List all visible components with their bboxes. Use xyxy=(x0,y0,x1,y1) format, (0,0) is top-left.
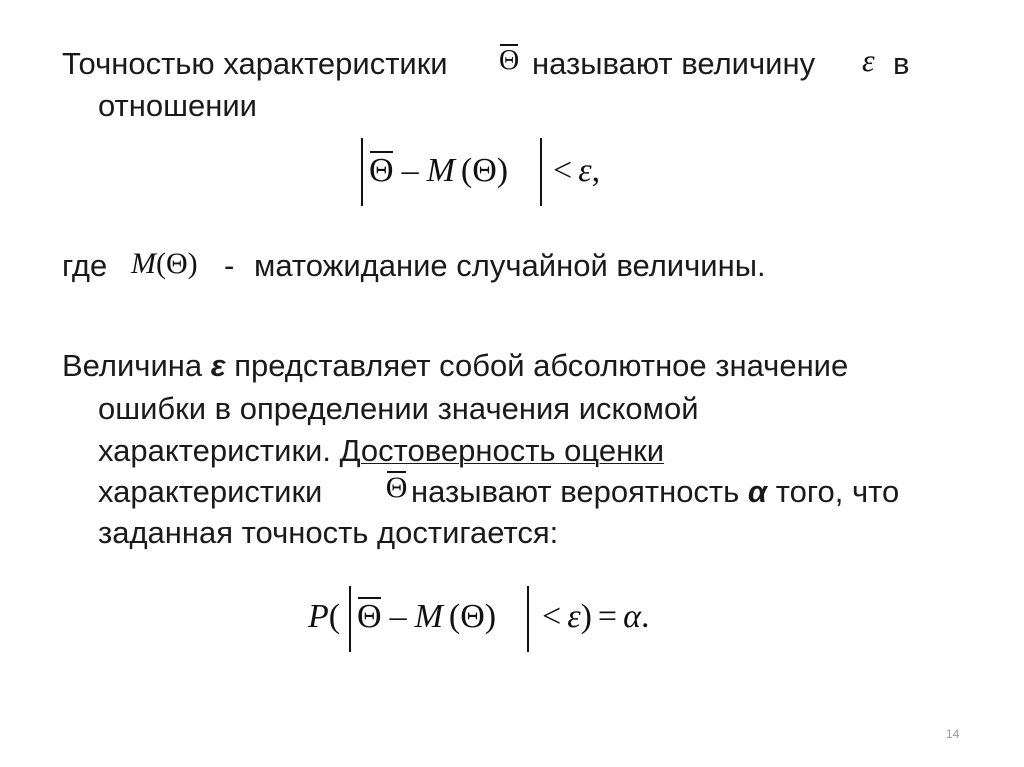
para3-line4-end xyxy=(411,472,899,512)
para3-line2 xyxy=(98,389,699,429)
para3-theta-symbol: Θ xyxy=(386,468,408,508)
para3-alpha: α xyxy=(747,474,768,509)
para2-text xyxy=(254,246,766,286)
abs-bar2-right xyxy=(527,586,529,652)
para1-line2 xyxy=(98,86,257,126)
formula1-theta: Θ xyxy=(369,148,394,194)
formula2-period: . xyxy=(640,598,650,635)
formula2-close: ) xyxy=(580,598,592,635)
para1-text-line2: отношении xyxy=(98,88,257,123)
para1-text-end: в xyxy=(893,46,910,81)
theta-bar-symbol: Θ xyxy=(499,41,519,81)
formula2-minus: – xyxy=(389,598,407,635)
para1-line1-end xyxy=(893,44,909,84)
para3-epsilon: ε xyxy=(210,348,226,383)
para3-line5-text: заданная точность достигается: xyxy=(98,515,559,550)
para1-text-mid: называют величину xyxy=(532,46,816,81)
para2-m-theta: M(Θ) xyxy=(131,247,198,280)
formula2-equals: = xyxy=(597,598,618,635)
formula2-alpha: α xyxy=(623,598,641,635)
para1-line1-mid xyxy=(532,44,815,84)
para3-line3 xyxy=(98,431,664,471)
para3-line4-c: того, что xyxy=(775,474,900,509)
formula1-tail xyxy=(553,148,600,194)
para2-where xyxy=(62,246,107,286)
formula1-open-paren: ( xyxy=(460,152,473,189)
abs-bar-left xyxy=(361,138,363,206)
formula1 xyxy=(369,148,508,194)
formula1-less: < xyxy=(553,152,573,189)
para3-line3-a: характеристики. xyxy=(98,433,331,468)
para3-line3-b: Достоверность оценки xyxy=(339,433,665,468)
formula2-body xyxy=(357,594,496,640)
formula2-theta2: Θ xyxy=(460,598,485,635)
formula2-p: P xyxy=(308,598,329,635)
abs-bar2-left xyxy=(349,586,351,652)
para2-dash xyxy=(224,246,234,286)
formula2-head xyxy=(308,594,340,640)
page-number: 14 xyxy=(946,727,960,741)
formula1-epsilon: ε xyxy=(578,152,592,189)
para3-line4-b: называют вероятность xyxy=(411,474,740,509)
formula1-close-paren: ) xyxy=(496,152,509,189)
para2-where-text: где xyxy=(62,248,108,283)
para3-line1 xyxy=(62,346,848,386)
para3-line4-a: характеристики xyxy=(98,474,323,509)
formula1-comma: , xyxy=(591,152,601,189)
formula2-less: < xyxy=(542,598,562,635)
formula2-open: ( xyxy=(328,598,341,635)
formula2-tail xyxy=(542,594,649,640)
formula1-minus: – xyxy=(401,152,419,189)
para3-line2-text: ошибки в определении значения искомой xyxy=(98,391,699,426)
formula2-m: M xyxy=(414,598,443,635)
para2-main-text: матожидание случайной величины. xyxy=(254,248,766,283)
formula2-close2: ) xyxy=(484,598,497,635)
epsilon-symbol: ε xyxy=(862,42,875,78)
para3-line1-end: представляет собой абсолютное значение xyxy=(234,348,849,383)
abs-bar-right xyxy=(540,138,542,206)
para3-line4-start xyxy=(98,472,322,512)
formula1-m: M xyxy=(426,152,455,189)
formula2-theta: Θ xyxy=(357,594,382,640)
formula2-open2: ( xyxy=(448,598,461,635)
para3-line5 xyxy=(98,513,558,553)
formula2-epsilon: ε xyxy=(567,598,581,635)
para2-dash-text: - xyxy=(224,248,235,283)
para1-text-start: Точностью характеристики xyxy=(62,46,448,81)
formula1-theta2: Θ xyxy=(472,152,497,189)
para3-start: Величина xyxy=(62,348,203,383)
para1-line1 xyxy=(62,44,448,84)
